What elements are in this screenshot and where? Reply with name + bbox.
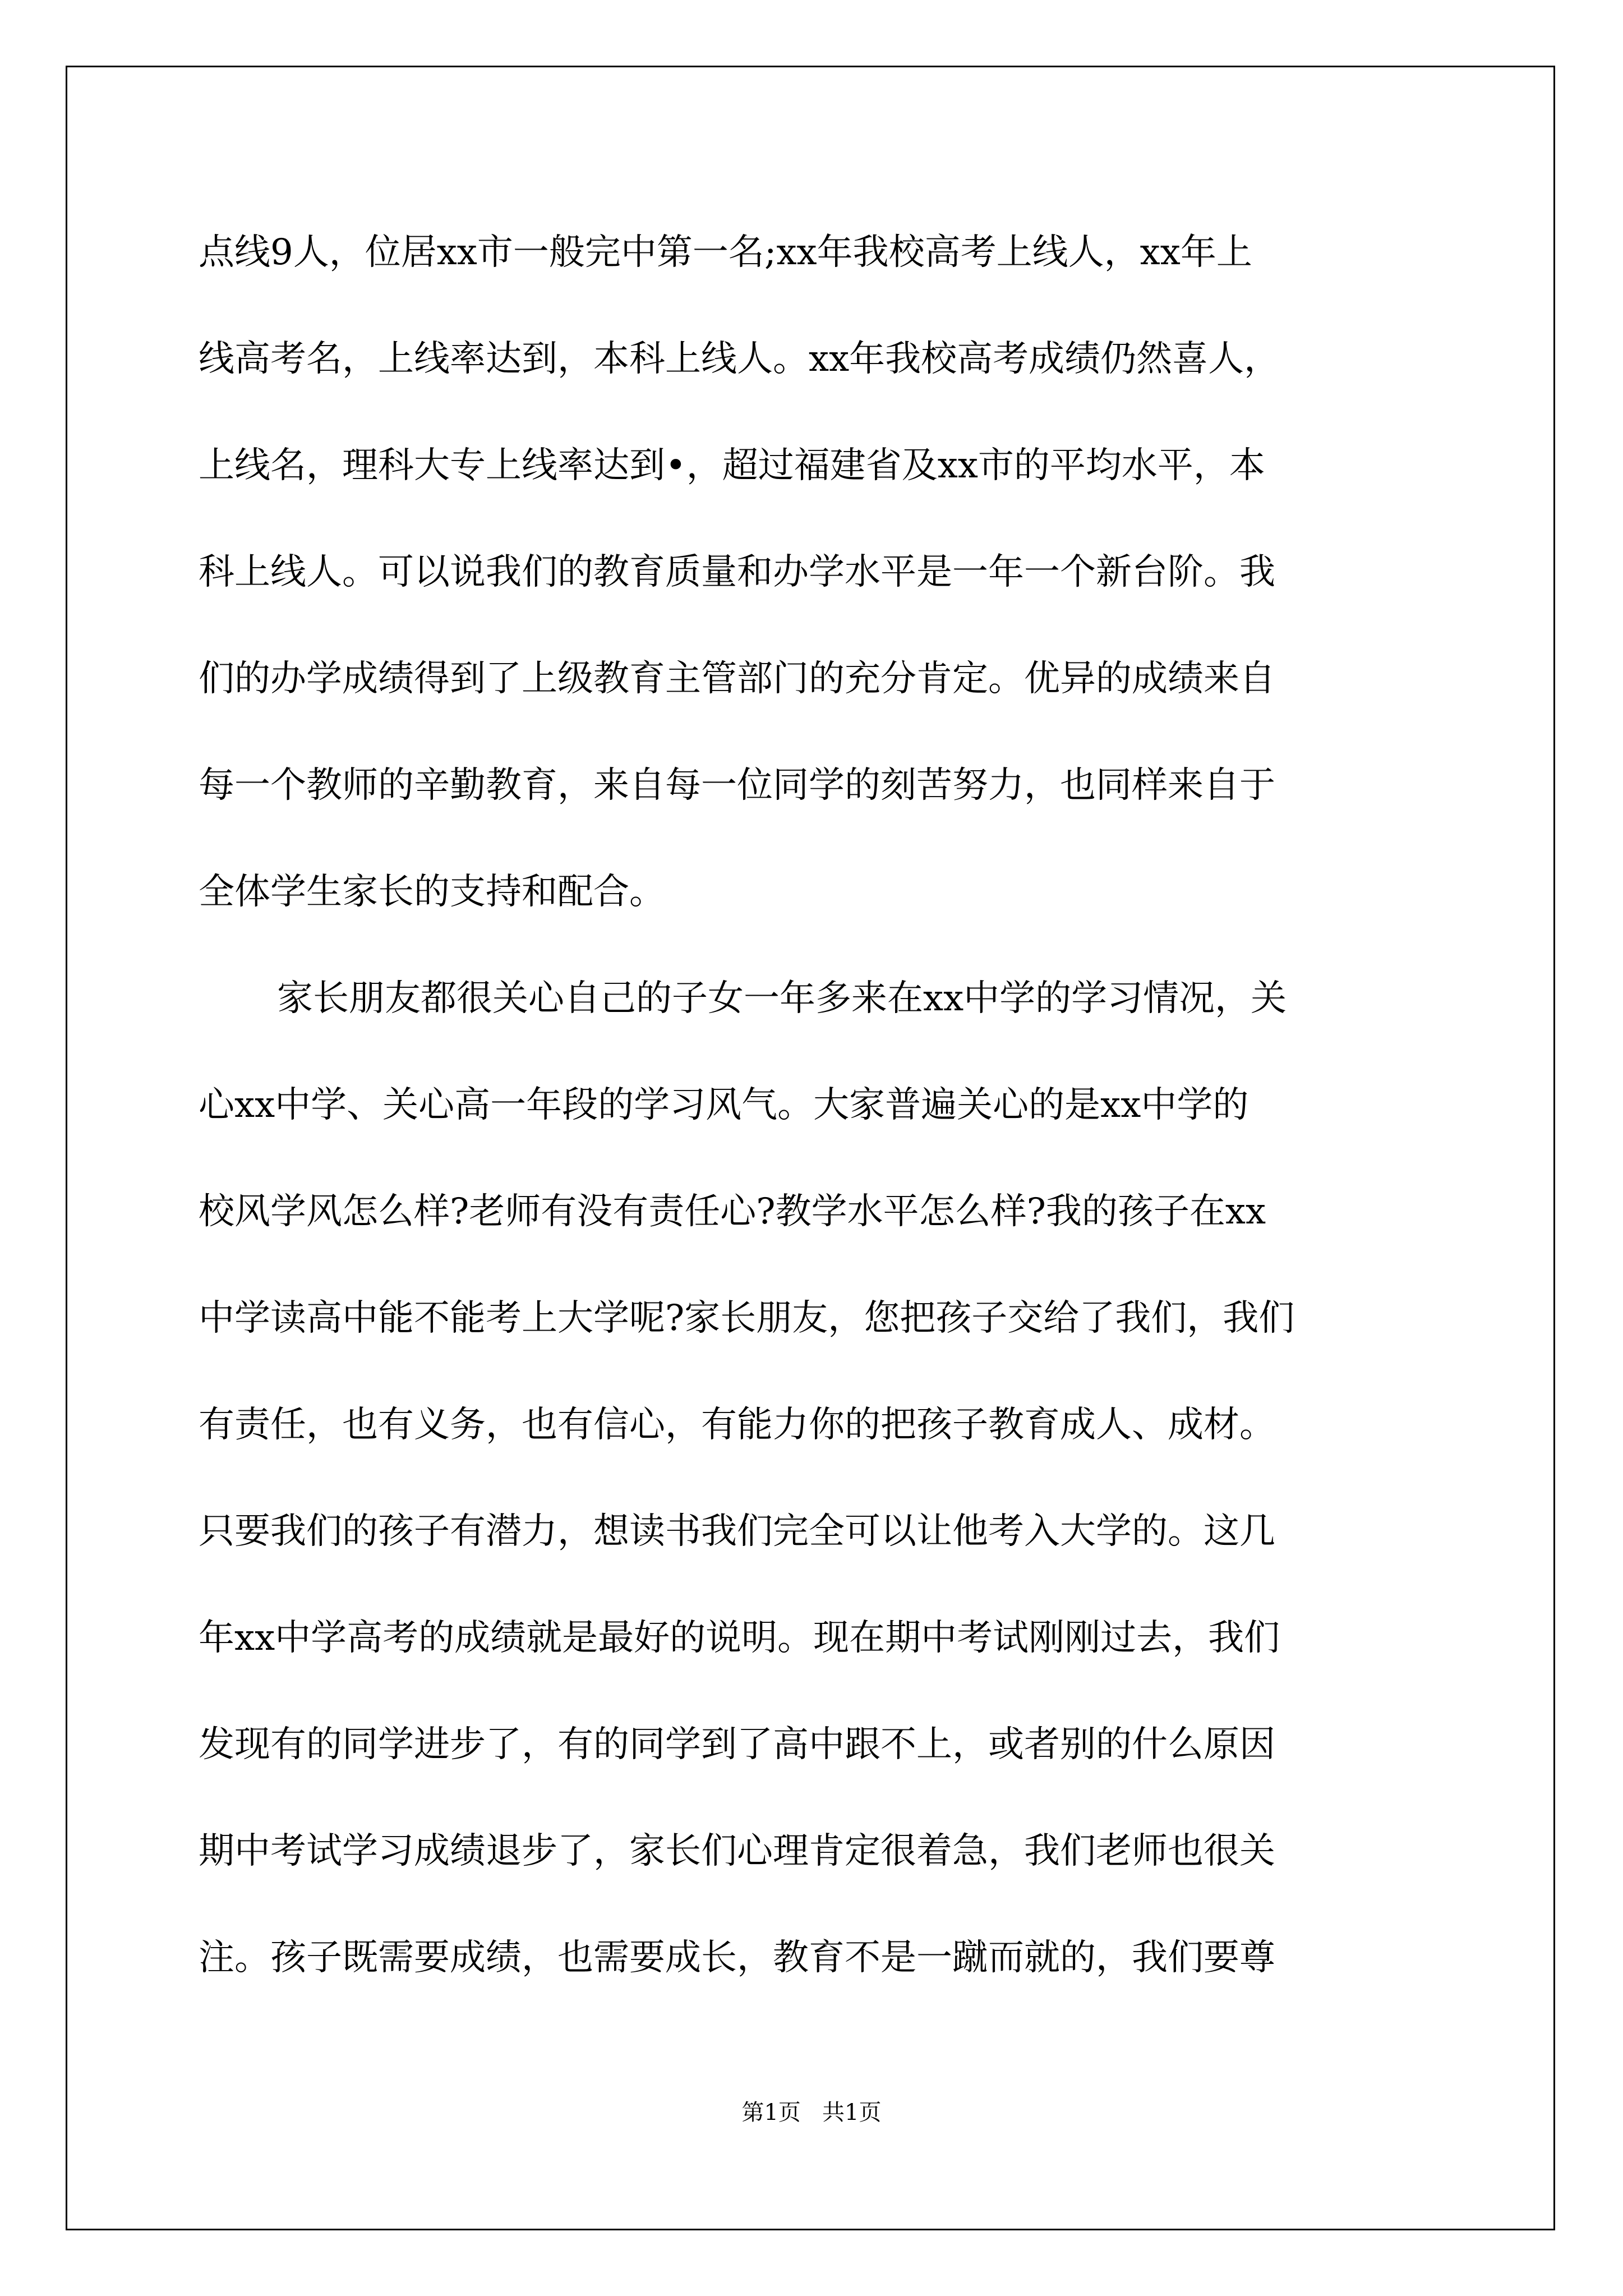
text-line: 中学读高中能不能考上大学呢?家长朋友，您把孩子交给了我们，我们 xyxy=(199,1297,1295,1339)
paragraph-first-line: 家长朋友都很关心自己的子女一年多来在xx中学的学习情况，关 xyxy=(277,978,1287,1019)
text-line: 注。孩子既需要成绩，也需要成长，教育不是一蹴而就的，我们要尊 xyxy=(199,1937,1275,1978)
text-line: 有责任，也有义务，也有信心，有能力你的把孩子教育成人、成材。 xyxy=(199,1404,1275,1446)
text-line: 只要我们的孩子有潜力，想读书我们完全可以让他考入大学的。这几 xyxy=(199,1511,1275,1552)
text-line: 心xx中学、关心高一年段的学习风气。大家普遍关心的是xx中学的 xyxy=(199,1084,1249,1126)
page-number-footer: 第1页 共1页 xyxy=(741,2100,882,2125)
text-line: 们的办学成绩得到了上级教育主管部门的充分肯定。优异的成绩来自 xyxy=(199,658,1275,700)
text-line: 上线名，理科大专上线率达到•，超过福建省及xx市的平均水平，本 xyxy=(199,445,1265,486)
text-line: 校风学风怎么样?老师有没有责任心?教学水平怎么样?我的孩子在xx xyxy=(199,1191,1266,1232)
text-line: 全体学生家长的支持和配合。 xyxy=(199,871,665,913)
text-line: 每一个教师的辛勤教育，来自每一位同学的刻苦努力，也同样来自于 xyxy=(199,765,1275,806)
text-line: 科上线人。可以说我们的教育质量和办学水平是一年一个新台阶。我 xyxy=(199,551,1275,593)
text-line: 年xx中学高考的成绩就是最好的说明。现在期中考试刚刚过去，我们 xyxy=(199,1617,1280,1659)
text-line: 期中考试学习成绩退步了，家长们心理肯定很着急，我们老师也很关 xyxy=(199,1830,1275,1872)
text-line: 发现有的同学进步了，有的同学到了高中跟不上，或者别的什么原因 xyxy=(199,1724,1275,1765)
text-line: 点线9人，位居xx市一般完中第一名;xx年我校高考上线人，xx年上 xyxy=(199,232,1252,273)
text-line: 线高考名，上线率达到，本科上线人。xx年我校高考成绩仍然喜人， xyxy=(199,338,1280,380)
page-border xyxy=(66,66,1555,2230)
